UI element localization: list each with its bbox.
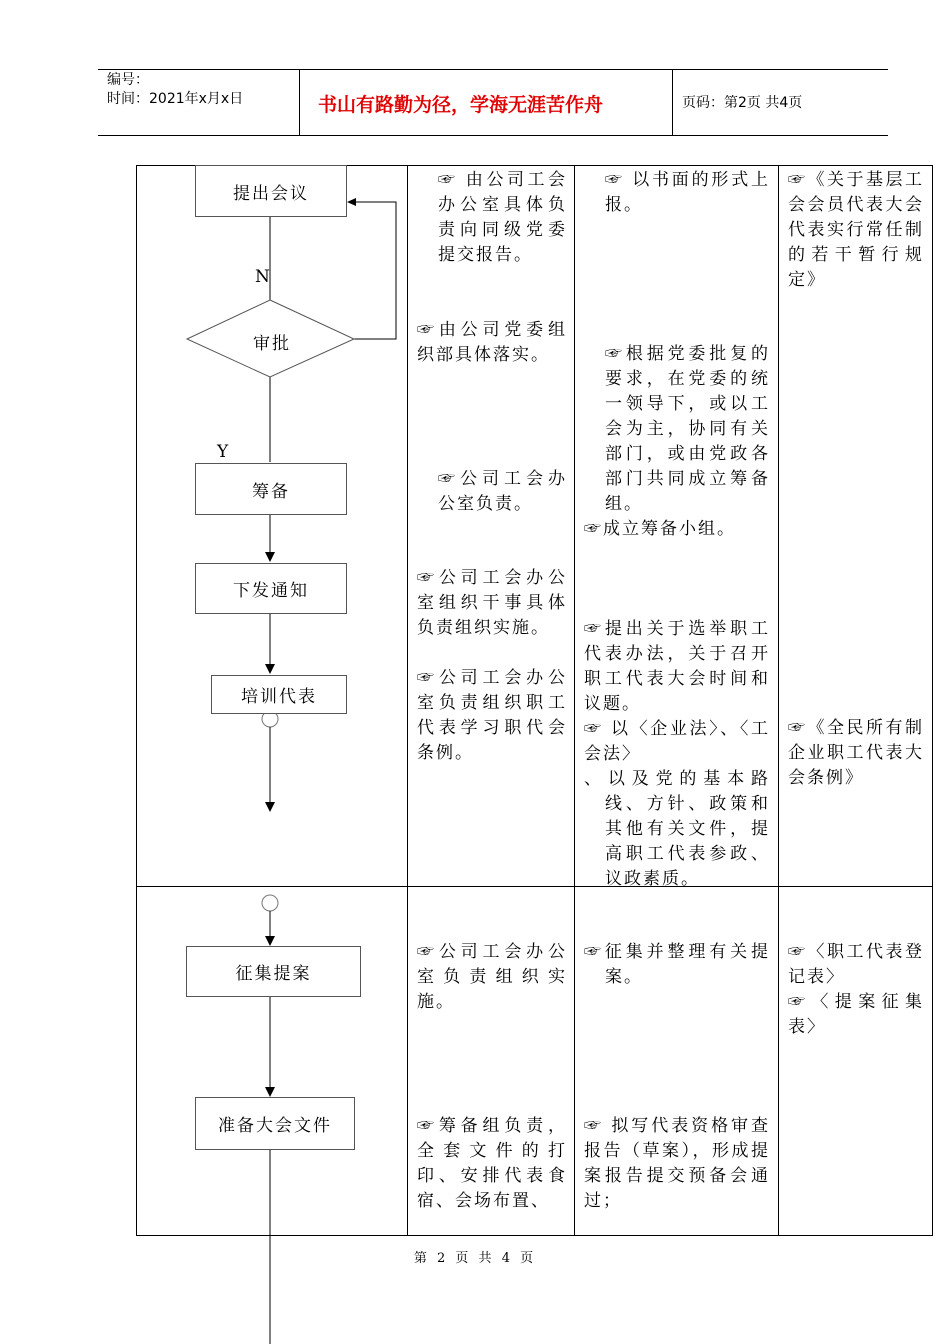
cell-paragraph: ☞筹备组负责，全套文件的打印、安排代表食宿、会场布置、	[417, 1116, 567, 1211]
cell-paragraph: ☞ 由公司工会办公室具体负责向同级党委提交报告。	[438, 170, 567, 265]
cell-paragraph: ☞ 以〈企业法〉、〈工会法〉	[584, 719, 770, 764]
cell-paragraph: ☞提出关于选举职工代表办法，关于召开职工代表大会时间和议题。	[584, 619, 770, 714]
row2-col3-cell	[584, 1114, 770, 1214]
cell-paragraph: ☞ 以书面的形式上报。	[605, 170, 770, 215]
flow-node-prepare: 筹备	[195, 463, 347, 515]
row1-col2-cell	[417, 467, 567, 517]
doc-time-label: 时间：2021年x月x日	[107, 91, 244, 107]
cell-paragraph: ☞公司工会办公室负责组织实施。	[417, 942, 567, 1012]
page-footer: 第 2 页 共 4 页	[413, 1251, 537, 1266]
cell-paragraph: ☞〈职工代表登记表〉	[788, 942, 924, 987]
cell-paragraph: ☞成立筹备小组。	[584, 519, 736, 539]
doc-number-label: 编号：	[107, 72, 149, 88]
flow-node-train: 培训代表	[211, 675, 347, 714]
header-motto: 书山有路勤为径，学海无涯苦作舟	[318, 94, 604, 116]
cell-paragraph: ☞〈提案征集表〉	[788, 992, 924, 1037]
row1-col3-cell	[584, 168, 770, 218]
cell-paragraph: ☞征集并整理有关提案。	[584, 942, 770, 987]
cell-paragraph: ☞《关于基层工会会员代表大会代表实行常任制的若干暂行规定》	[788, 170, 924, 290]
cell-paragraph: ☞公司工会办公室负责。	[438, 469, 567, 514]
row2-col4-cell	[788, 940, 924, 1040]
row1-col4-cell	[788, 716, 924, 791]
row1-col2-cell	[417, 566, 567, 641]
flow-node-propose: 提出会议	[195, 165, 347, 217]
row2-col3-cell	[584, 940, 770, 990]
flow-label-y: Y	[217, 442, 229, 462]
cell-paragraph: ☞公司工会办公室组织干事具体负责组织实施。	[417, 568, 567, 638]
row1-col2-cell	[417, 168, 567, 268]
cell-paragraph: ☞根据党委批复的要求，在党委的统一领导下，或以工会为主，协同有关部门，或由党政各部门共同成立筹备组。	[605, 344, 770, 514]
cell-paragraph: 、以及党的基本路线、方针、政策和其他有关文件，提高职工代表参政、议政素质。	[584, 769, 770, 889]
cell-paragraph: ☞公司工会办公室负责组织职工代表学习职代会条例。	[417, 668, 567, 763]
flow-node-docs: 准备大会文件	[195, 1097, 355, 1150]
flow-node-notify: 下发通知	[195, 563, 347, 614]
page-info: 页码：第2页 共4页	[682, 95, 803, 111]
cell-paragraph: ☞ 拟写代表资格审查报告（草案），形成提案报告提交预备会通过；	[584, 1116, 770, 1211]
cell-paragraph: ☞由公司党委组织部具体落实。	[417, 320, 567, 365]
flow-node-approve: 审批	[253, 334, 291, 354]
flow-node-collect: 征集提案	[186, 946, 361, 997]
row2-col2-cell	[417, 940, 567, 1015]
row1-col2-cell	[417, 666, 567, 766]
row1-col2-cell	[417, 318, 567, 368]
row1-col4-cell	[788, 168, 924, 293]
row2-col2-cell	[417, 1114, 567, 1214]
flow-label-n: N	[255, 267, 270, 287]
row1-col3-cell	[584, 342, 770, 542]
row1-col3-cell	[584, 617, 770, 892]
cell-paragraph: ☞《全民所有制企业职工代表大会条例》	[788, 718, 924, 788]
